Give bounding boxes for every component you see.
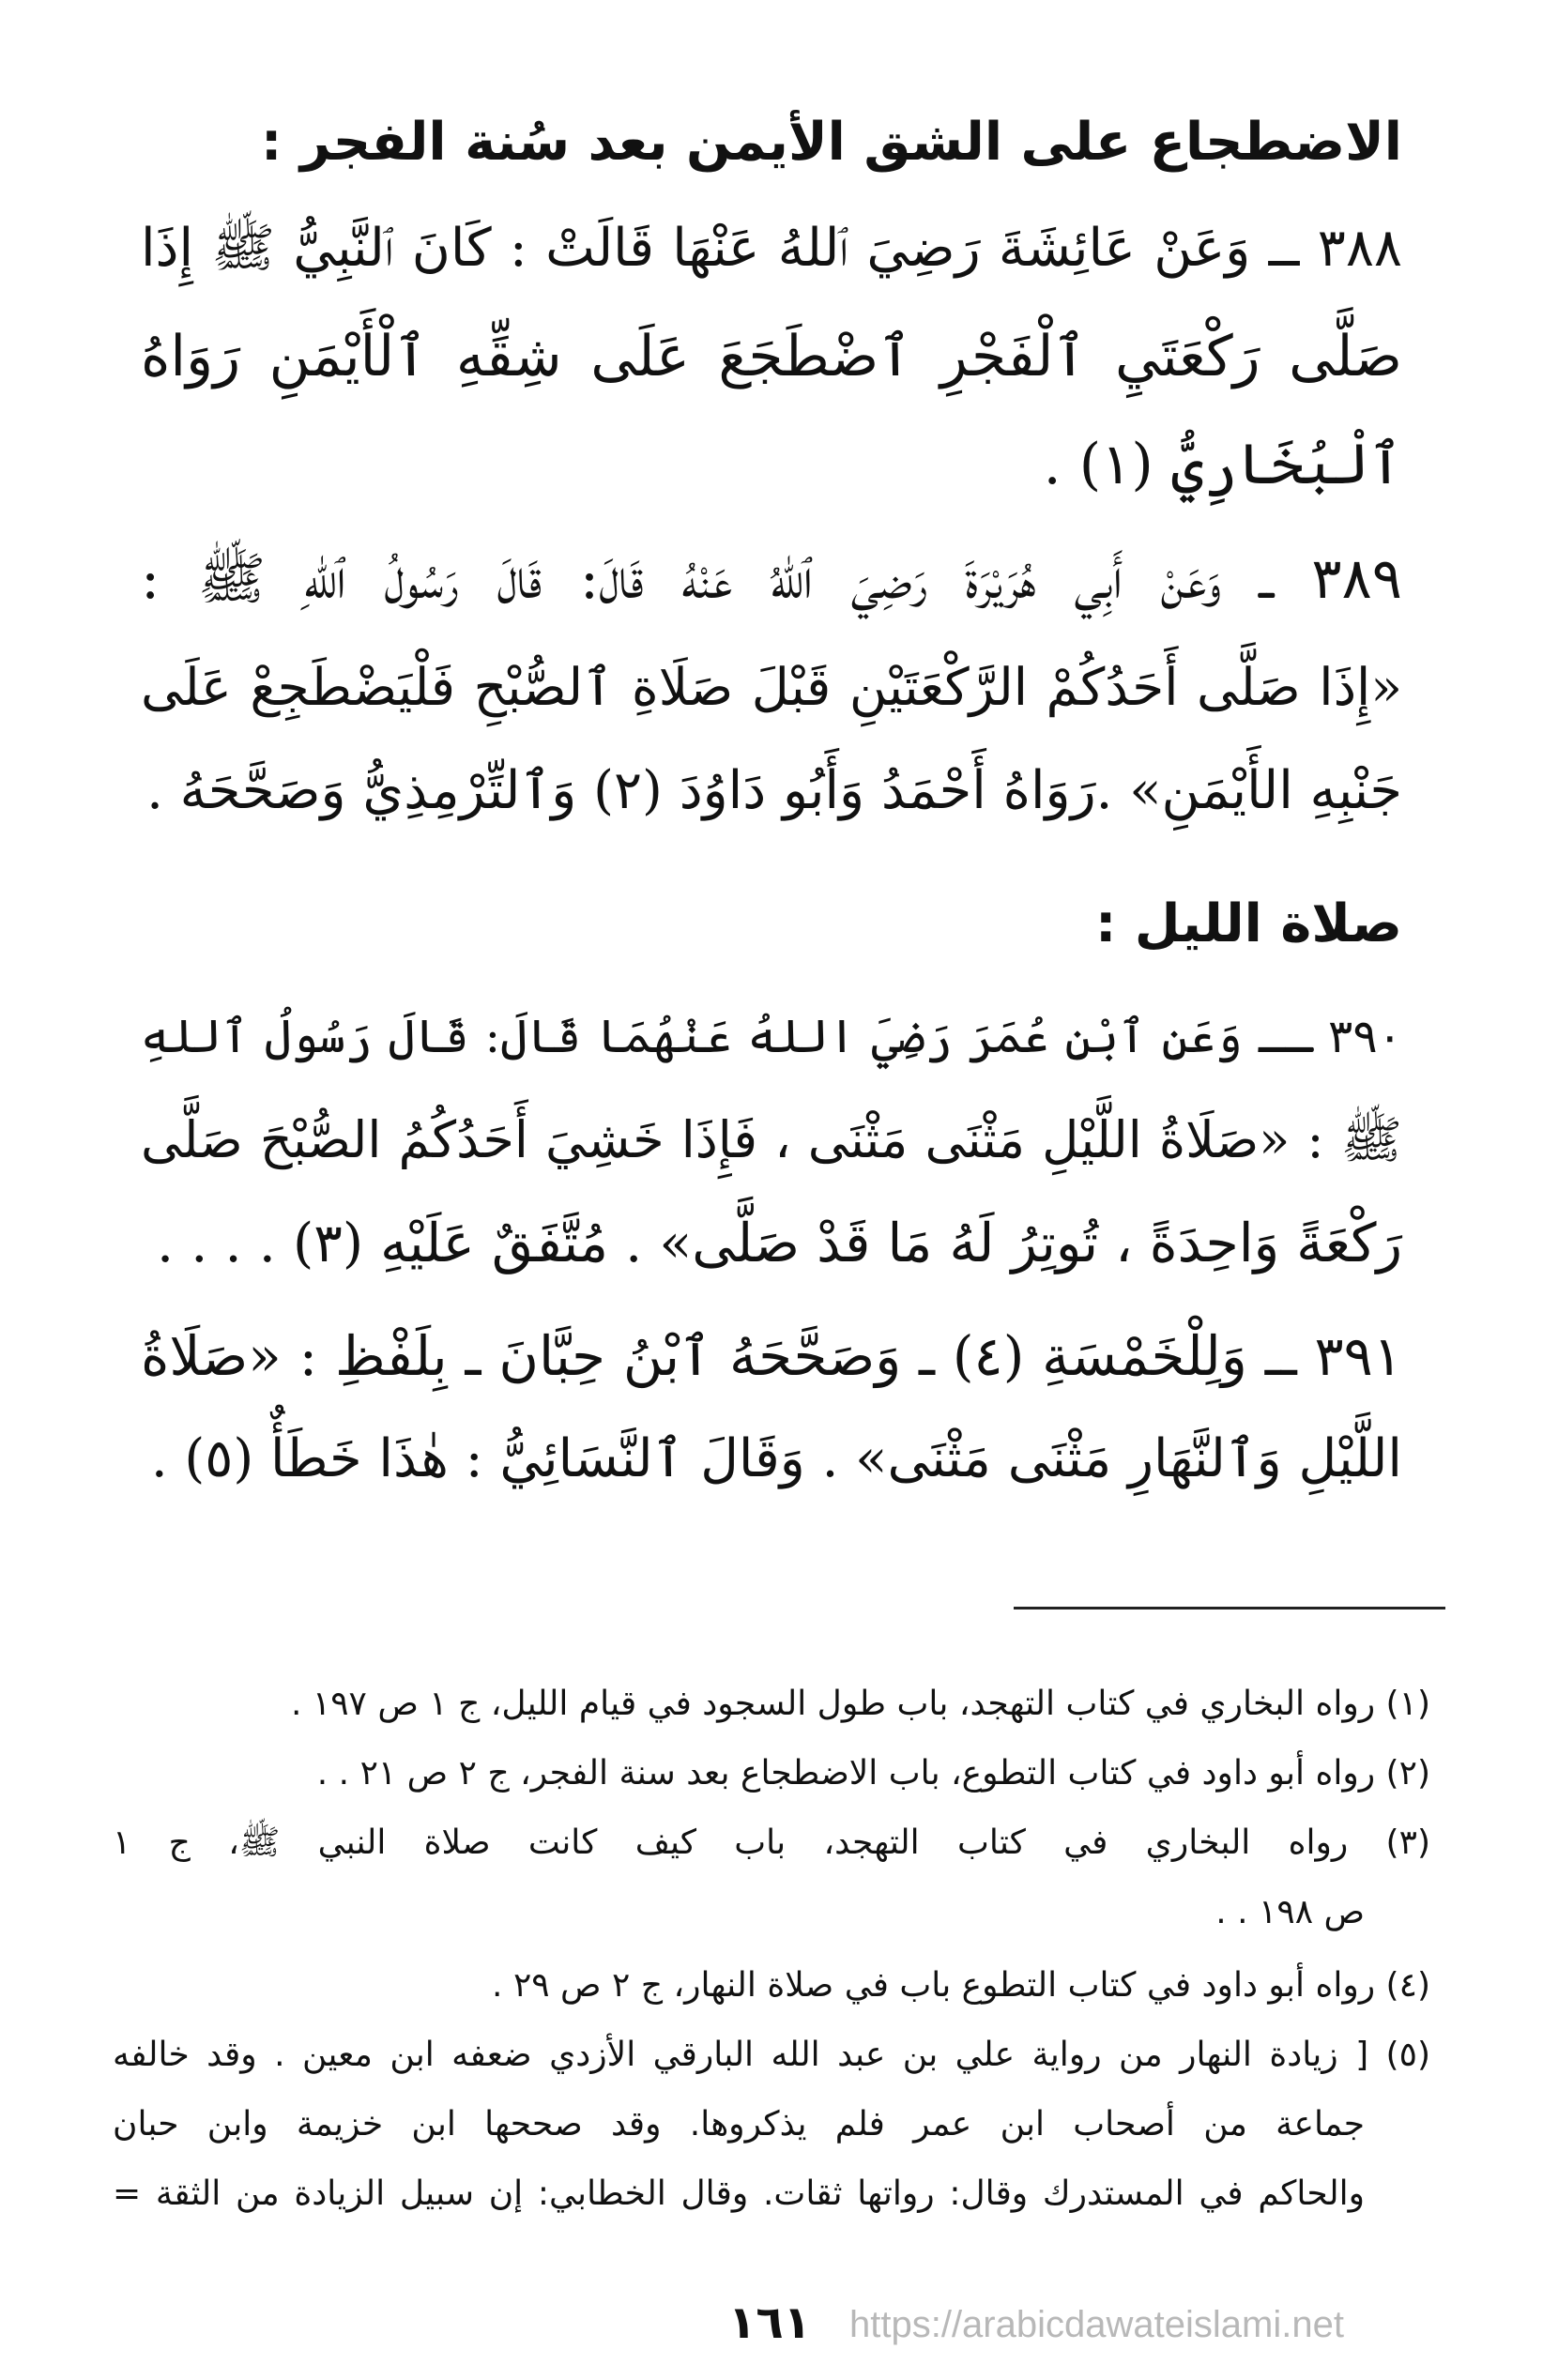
source-watermark: https://arabicdawateislami.net: [849, 2304, 1344, 2345]
hadith-389-line-2: «إِذَا صَلَّى أَحَدُكُمْ الرَّكْعَتَيْنِ قَبْلَ صَلَاةِ ٱلصُّبْحِ فَلْيَضْطَجِعْ عَلَى: [141, 657, 1402, 717]
hadith-388-line-2: صَلَّى رَكْعَتَيِ ٱلْفَجْرِ ٱضْطَجَعَ عَلَى شِقِّهِ ٱلْأَيْمَنِ رَوَاهُ: [141, 324, 1402, 389]
footnote-3-line-1: (٣) رواه البخاري في كتاب التهجد، باب كيف كانت صلاة النبي ﷺ، ج ١: [113, 1823, 1430, 1862]
hadith-390-line-2: ﷺ : «صَلَاةُ اللَّيْلِ مَثْنَى مَثْنَى ، فَإِذَا خَشِيَ أَحَدُكُمُ الصُّبْحَ صَلَّى: [141, 1110, 1402, 1169]
footnote-5-line-2: جماعة من أصحاب ابن عمر فلم يذكروها. وقد صححها ابن خزيمة وابن حبان: [113, 2105, 1365, 2144]
hadith-388-line-3: ٱلْبُخَارِيُّ (١) .: [1043, 432, 1402, 497]
hadith-389-line-1: ٣٨٩ ــ وَعَنْ أَبِي هُرَيْرَةَ رَضِيَ ٱللهُ عَنْهُ قَالَ: قَالَ رَسُولُ ٱللهِ ﷺ :: [141, 546, 1402, 612]
hadith-390-line-1: ٣٩٠ ــ وَعَنِ ٱبْنِ عُمَرَ رَضِيَ اللهُ عَنْهُمَا قَالَ: قَالَ رَسُولُ ٱللهِ: [141, 1010, 1402, 1063]
footnote-separator: [1014, 1607, 1445, 1610]
hadith-391-line-1: ٣٩١ ــ وَلِلْخَمْسَةِ (٤) ـ وَصَحَّحَهُ ٱبْنُ حِبَّانَ ـ بِلَفْظِ : «صَلَاةُ: [141, 1324, 1402, 1388]
footnote-5-line-1: (٥) [ زيادة النهار من رواية علي بن عبد الله البارقي الأزدي ضعفه ابن معين . وقد خالفه: [113, 2036, 1430, 2074]
hadith-388-line-1: ٣٨٨ ــ وَعَنْ عَائِشَةَ رَضِيَ ٱللهُ عَنْهَا قَالَتْ : كَانَ ٱلنَّبِيُّ ﷺ إِذَا: [141, 218, 1402, 279]
footnote-4: (٤) رواه أبو داود في كتاب التطوع باب في صلاة النهار، ج ٢ ص ٢٩ .: [492, 1966, 1430, 2005]
hadith-389-line-3: جَنْبِهِ الأَيْمَنِ» .رَوَاهُ أَحْمَدُ وَأَبُو دَاوُدَ (٢) وَٱلتِّرْمِذِيُّ وَصَحَّحَهُ .: [146, 760, 1402, 821]
page-number: ١٦١: [728, 2296, 811, 2349]
footnote-3-line-2: ص ١٩٨ . .: [1215, 1893, 1365, 1931]
section-heading-night-prayer: صلاة الليل :: [1094, 893, 1402, 954]
hadith-391-line-2: اللَّيْلِ وَٱلنَّهَارِ مَثْنَى مَثْنَى» . وَقَالَ ٱلنَّسَائِيُّ : هٰذَا خَطَأٌ (٥) .: [150, 1428, 1402, 1489]
footnote-2: (٢) رواه أبو داود في كتاب التطوع، باب الاضطجاع بعد سنة الفجر، ج ٢ ص ٢١ . .: [316, 1754, 1430, 1793]
footnote-5-line-3: والحاكم في المستدرك وقال: رواتها ثقات. وقال الخطابي: إن سبيل الزيادة من الثقة =: [113, 2174, 1365, 2213]
footnote-1: (١) رواه البخاري في كتاب التهجد، باب طول السجود في قيام الليل، ج ١ ص ١٩٧ .: [290, 1685, 1430, 1723]
section-heading-fajr-sunnah: الاضطجاع على الشق الأيمن بعد سُنة الفجر :: [261, 112, 1402, 173]
hadith-390-line-3: رَكْعَةً وَاحِدَةً ، تُوتِرُ لَهُ مَا قَدْ صَلَّى» . مُتَّفَقٌ عَلَيْهِ (٣) . . . .: [157, 1213, 1402, 1274]
